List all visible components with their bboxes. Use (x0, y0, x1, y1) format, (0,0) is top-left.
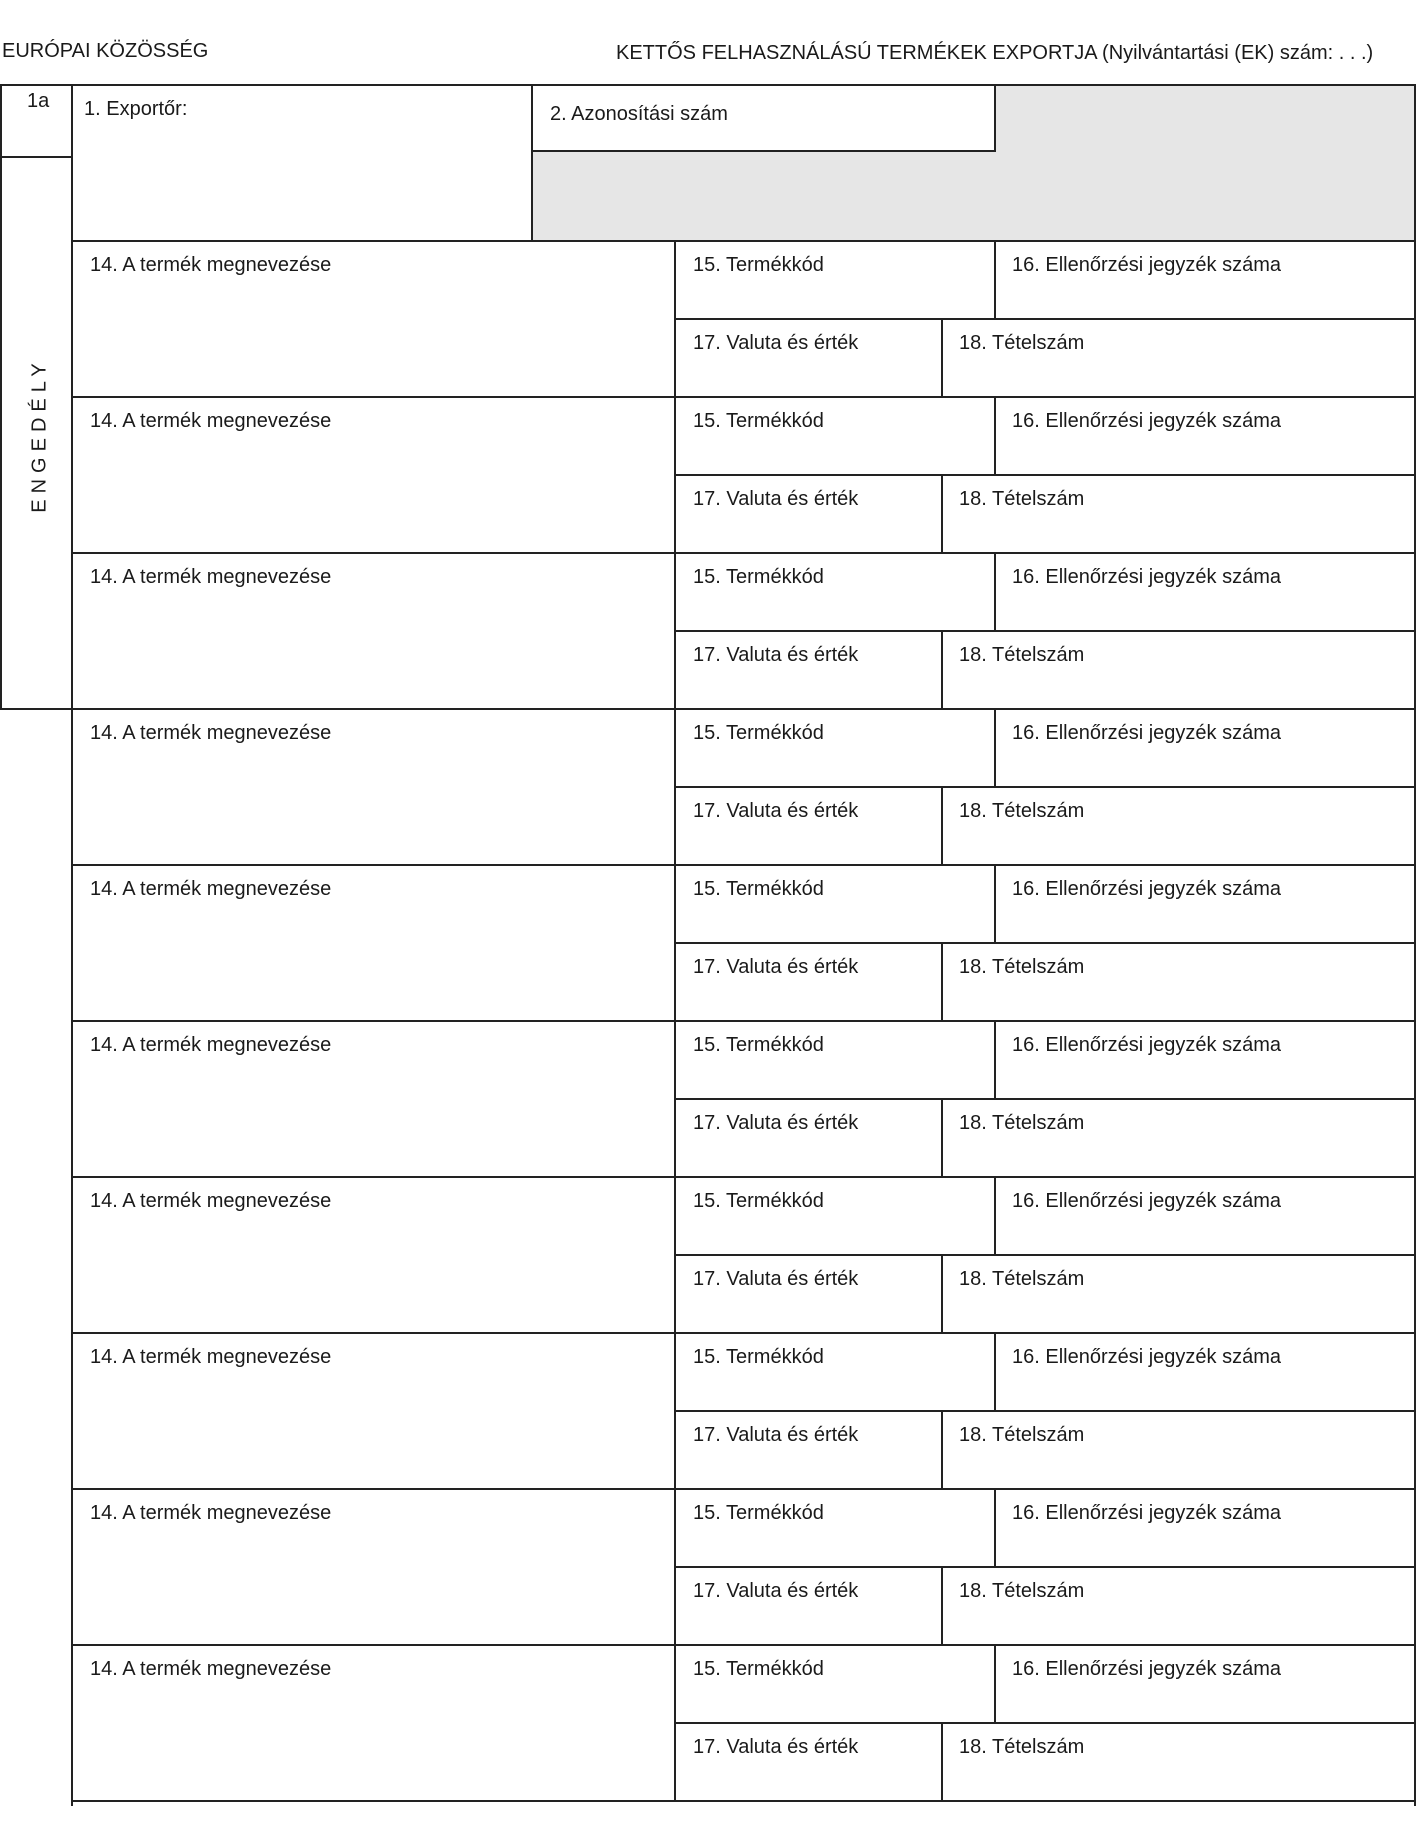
side-bottom-border (0, 708, 71, 710)
box-1a-divider (0, 156, 71, 158)
header-right: KETTŐS FELHASZNÁLÁSÚ TERMÉKEK EXPORTJA (Nyilvántartási (EK) szám: . . .) (616, 42, 1374, 64)
currency-value-label: 17. Valuta és érték (693, 644, 859, 666)
row-bottom-line (71, 1644, 1416, 1646)
id-number-bottom (531, 150, 996, 152)
product-code-label: 15. Termékkód (693, 410, 824, 432)
product-code-label: 15. Termékkód (693, 1658, 824, 1680)
control-list-label: 16. Ellenőrzési jegyzék száma (1012, 566, 1282, 588)
item-number-label: 18. Tételszám (959, 1580, 1085, 1602)
row-mid-line (674, 942, 1416, 944)
product-code-label: 15. Termékkód (693, 1190, 824, 1212)
row-mid-line (674, 1410, 1416, 1412)
id-number-divider (994, 84, 996, 151)
row-divider-item-number (941, 1098, 943, 1176)
currency-value-label: 17. Valuta és érték (693, 1580, 859, 1602)
description-label: 14. A termék megnevezése (90, 878, 332, 900)
control-list-label: 16. Ellenőrzési jegyzék száma (1012, 1658, 1282, 1680)
currency-value-label: 17. Valuta és érték (693, 800, 859, 822)
row-divider-control-list (994, 1644, 996, 1722)
row-mid-line (674, 1722, 1416, 1724)
row-mid-line (674, 1098, 1416, 1100)
side-label-engedely: ENGEDÉLY (28, 357, 51, 513)
row-divider-control-list (994, 708, 996, 786)
item-number-label: 18. Tételszám (959, 488, 1085, 510)
row-bottom-line (71, 1800, 1416, 1802)
row-divider-control-list (994, 240, 996, 318)
item-number-label: 18. Tételszám (959, 332, 1085, 354)
item-number-label: 18. Tételszám (959, 1268, 1085, 1290)
product-code-label: 15. Termékkód (693, 254, 824, 276)
description-label: 14. A termék megnevezése (90, 722, 332, 744)
row-mid-line (674, 786, 1416, 788)
description-label: 14. A termék megnevezése (90, 1502, 332, 1524)
row-bottom-line (71, 1488, 1416, 1490)
description-label: 14. A termék megnevezése (90, 1034, 332, 1056)
product-code-label: 15. Termékkód (693, 1346, 824, 1368)
currency-value-label: 17. Valuta és érték (693, 488, 859, 510)
form-top-border (0, 84, 1416, 86)
exporter-divider (531, 84, 533, 241)
form-left-border (0, 84, 2, 710)
row-divider-control-list (994, 1332, 996, 1410)
item-number-label: 18. Tételszám (959, 644, 1085, 666)
product-code-label: 15. Termékkód (693, 722, 824, 744)
shaded-area (533, 151, 996, 241)
row-divider-item-number (941, 630, 943, 708)
shaded-area (996, 86, 1416, 241)
top-section-bottom (71, 240, 1416, 242)
description-label: 14. A termék megnevezése (90, 566, 332, 588)
row-bottom-line (71, 708, 1416, 710)
currency-value-label: 17. Valuta és érték (693, 1268, 859, 1290)
row-bottom-line (71, 1176, 1416, 1178)
row-divider-item-number (941, 786, 943, 864)
exporter-label: 1. Exportőr: (84, 98, 188, 120)
row-mid-line (674, 1254, 1416, 1256)
row-divider-control-list (994, 552, 996, 630)
row-divider-item-number (941, 474, 943, 552)
currency-value-label: 17. Valuta és érték (693, 1112, 859, 1134)
item-number-label: 18. Tételszám (959, 1112, 1085, 1134)
header-left: EURÓPAI KÖZÖSSÉG (2, 40, 209, 62)
control-list-label: 16. Ellenőrzési jegyzék száma (1012, 1502, 1282, 1524)
row-divider-item-number (941, 942, 943, 1020)
control-list-label: 16. Ellenőrzési jegyzék száma (1012, 254, 1282, 276)
product-code-label: 15. Termékkód (693, 1034, 824, 1056)
currency-value-label: 17. Valuta és érték (693, 956, 859, 978)
box-1a-label: 1a (27, 90, 50, 112)
row-bottom-line (71, 1020, 1416, 1022)
item-number-label: 18. Tételszám (959, 1736, 1085, 1758)
row-mid-line (674, 630, 1416, 632)
row-divider-item-number (941, 1254, 943, 1332)
description-label: 14. A termék megnevezése (90, 1658, 332, 1680)
row-bottom-line (71, 864, 1416, 866)
currency-value-label: 17. Valuta és érték (693, 1424, 859, 1446)
row-divider-item-number (941, 1566, 943, 1644)
row-bottom-line (71, 1332, 1416, 1334)
item-number-label: 18. Tételszám (959, 800, 1085, 822)
control-list-label: 16. Ellenőrzési jegyzék száma (1012, 1346, 1282, 1368)
control-list-label: 16. Ellenőrzési jegyzék száma (1012, 878, 1282, 900)
control-list-label: 16. Ellenőrzési jegyzék száma (1012, 410, 1282, 432)
control-list-label: 16. Ellenőrzési jegyzék száma (1012, 722, 1282, 744)
product-code-label: 15. Termékkód (693, 878, 824, 900)
row-divider-control-list (994, 396, 996, 474)
item-number-label: 18. Tételszám (959, 1424, 1085, 1446)
description-label: 14. A termék megnevezése (90, 1190, 332, 1212)
row-mid-line (674, 474, 1416, 476)
item-number-label: 18. Tételszám (959, 956, 1085, 978)
id-number-label: 2. Azonosítási szám (550, 103, 728, 125)
currency-value-label: 17. Valuta és érték (693, 1736, 859, 1758)
row-mid-line (674, 1566, 1416, 1568)
product-code-label: 15. Termékkód (693, 1502, 824, 1524)
description-label: 14. A termék megnevezése (90, 254, 332, 276)
currency-value-label: 17. Valuta és érték (693, 332, 859, 354)
form-inner-left-border (71, 84, 73, 1806)
row-divider-item-number (941, 318, 943, 396)
row-bottom-line (71, 396, 1416, 398)
row-divider-control-list (994, 1020, 996, 1098)
row-divider-item-number (941, 1410, 943, 1488)
row-bottom-line (71, 552, 1416, 554)
row-mid-line (674, 318, 1416, 320)
row-divider-control-list (994, 1488, 996, 1566)
control-list-label: 16. Ellenőrzési jegyzék száma (1012, 1190, 1282, 1212)
row-divider-control-list (994, 864, 996, 942)
description-label: 14. A termék megnevezése (90, 410, 332, 432)
row-divider-control-list (994, 1176, 996, 1254)
control-list-label: 16. Ellenőrzési jegyzék száma (1012, 1034, 1282, 1056)
row-divider-item-number (941, 1722, 943, 1800)
description-label: 14. A termék megnevezése (90, 1346, 332, 1368)
product-code-label: 15. Termékkód (693, 566, 824, 588)
